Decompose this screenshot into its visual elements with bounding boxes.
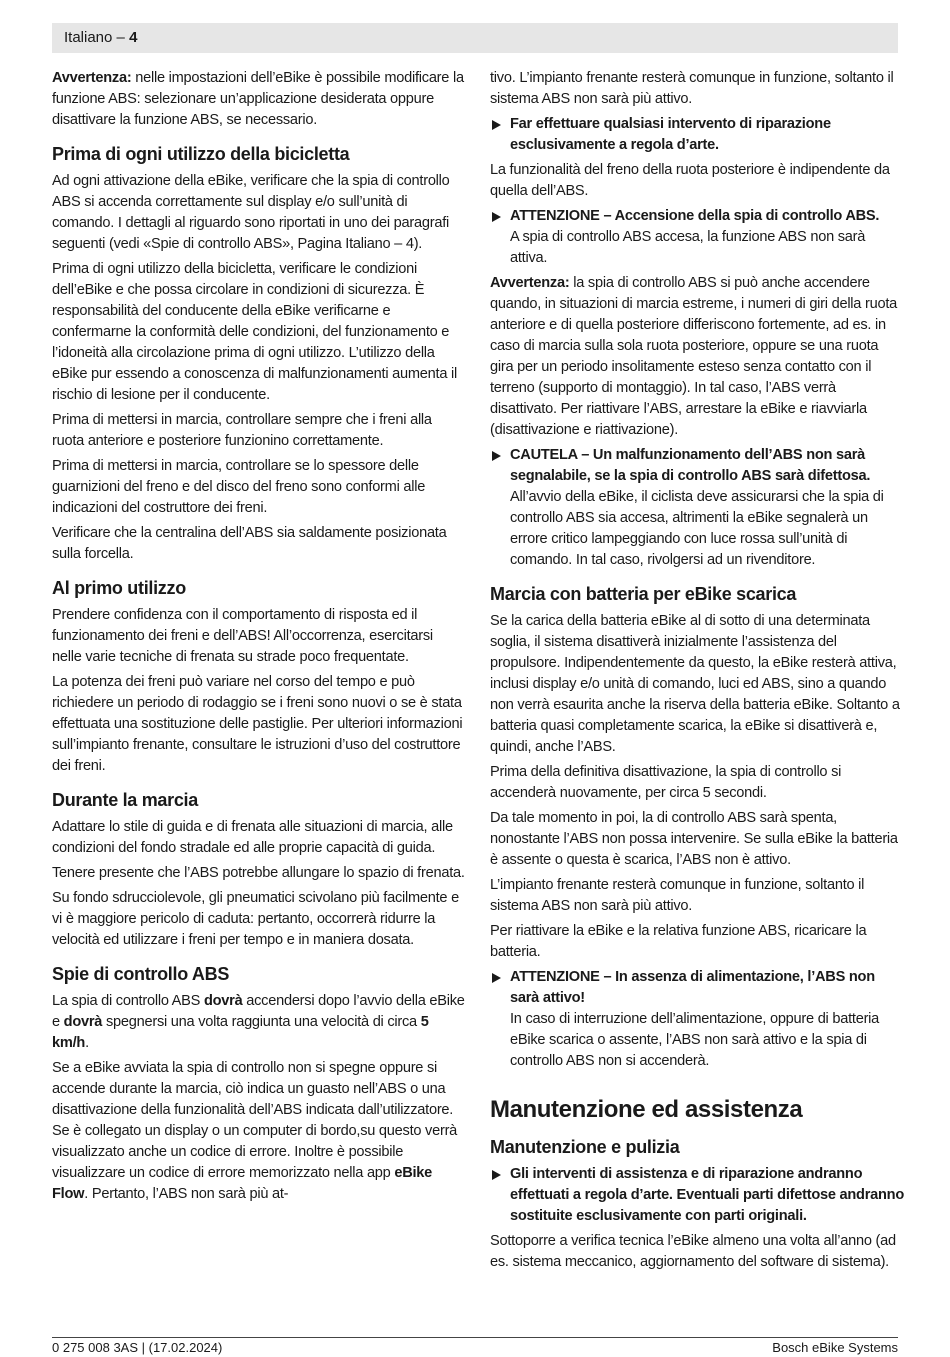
paragraph <box>52 991 466 1054</box>
heading-before-each-use: Prima di ogni utilizzo della bicicletta <box>52 144 350 164</box>
text-bold: eBike Flow <box>52 1165 433 1202</box>
heading-first-use: Al primo utilizzo <box>52 578 186 598</box>
paragraph: Prendere confidenza con il comportamento di risposta ed il funzionamento dei freni e dell’ABS! All’occorrenza, esercitarsi nelle varie tecniche di frenata su strade poco frequentate. <box>52 607 433 665</box>
warning-text-bold: CAUTELA – Un malfunzionamento dell’ABS non sarà segnalabile, se la spia di controllo ABS sarà difettosa. <box>510 447 871 484</box>
paragraph: La potenza dei freni può variare nel corso del tempo e può richiedere un periodo di rodaggio se i freni sono nuovi o se è stata effettuata una sostituzione delle pastiglie. Per ulteriori informazioni sull’impianto frenante, consultare le istruzioni d’uso del costruttore dei freni. <box>52 674 463 774</box>
warning-abs-indicator-on <box>490 206 904 269</box>
paragraph: tivo. L’impianto frenante resterà comunque in funzione, soltanto il sistema ABS non sarà più attivo. <box>490 70 894 107</box>
paragraph: Verificare che la centralina dell’ABS sia saldamente posizionata sulla forcella. <box>52 525 447 562</box>
text-bold: dovrà <box>63 1014 103 1030</box>
text-bold: 5 km/h <box>52 1014 429 1051</box>
footer-brand: Bosch eBike Systems <box>772 1340 898 1355</box>
paragraph: Sottoporre a verifica tecnica l’eBike almeno una volta all’anno (ad es. sistema meccanico, aggiornamento del software di sistema). <box>490 1233 896 1270</box>
note-label: Avvertenza: <box>52 70 132 86</box>
warning-text-bold: Far effettuare qualsiasi intervento di riparazione esclusivamente a regola d’arte. <box>510 116 831 153</box>
triangle-bullet-icon <box>492 973 501 983</box>
right-column <box>490 68 904 1277</box>
text-bold: dovrà <box>203 993 243 1009</box>
note-abs-settings <box>52 68 466 131</box>
triangle-bullet-icon <box>492 451 501 461</box>
paragraph: L’impianto frenante resterà comunque in funzione, soltanto il sistema ABS non sarà più attivo. <box>490 877 865 914</box>
paragraph: Per riattivare la eBike e la relativa funzione ABS, ricaricare la batteria. <box>490 923 867 960</box>
note-text: nelle impostazioni dell’eBike è possibile modificare la funzione ABS: selezionare un’applicazione desiderata oppure disattivare la funzione ABS, se necessario. <box>52 70 464 128</box>
warning-text: In caso di interruzione dell’alimentazione, oppure di batteria eBike scarica o assente, l’ABS non sarà attivo e la spia di controllo ABS non si accenderà. <box>510 1011 880 1069</box>
triangle-bullet-icon <box>492 212 501 222</box>
paragraph: Su fondo sdrucciolevole, gli pneumatici scivolano più facilmente e vi è maggiore pericolo di caduta: pertanto, occorrerà ridurre la velocità ed utilizzare i freni per tempo e in maniera dosata. <box>52 890 459 948</box>
footer-doc-number: 0 275 008 3AS | (17.02.2024) <box>52 1340 223 1355</box>
heading-abs-indicators: Spie di controllo ABS <box>52 964 230 984</box>
header-language: Italiano <box>64 29 113 46</box>
text-run: Se a eBike avviata la spia di controllo non si spegne oppure si accende durante la marcia, ciò indica un guasto nell’ABS o una disattivazione della funzionalità dell’ABS indicata dall’utilizzatore. Se è collegato un display o un computer di bordo,su questo verrà visualizzato anche un codice di errore. Inoltre è possibile visualizzare un codice di errore memorizzato nella app <box>52 1060 458 1181</box>
header-page-number: 4 <box>129 29 138 46</box>
left-column <box>52 68 466 1209</box>
warning-text-bold: Gli interventi di assistenza e di riparazione andranno effettuati a regola d’arte. Eventuali parti difettose andranno sostituite esclusivamente con parti originali. <box>510 1166 905 1224</box>
paragraph: Tenere presente che l’ABS potrebbe allungare lo spazio di frenata. <box>52 865 465 881</box>
text-run: accendersi dopo l’avvio della eBike e <box>52 993 465 1030</box>
header-title <box>64 30 137 46</box>
heading-while-riding: Durante la marcia <box>52 790 198 810</box>
warning-text: A spia di controllo ABS accesa, la funzione ABS non sarà attiva. <box>510 229 866 266</box>
paragraph: Prima di ogni utilizzo della bicicletta, verificare le condizioni dell’eBike e che possa circolare in condizioni di sicurezza. È responsabilità del conducente della eBike verificarne e confermarne la conformità delle condizioni, del funzionamento e l’idoneità alla circolazione prima di ogni utilizzo. L’utilizzo della eBike pur essendo a conoscenza di malfunzionamenti aumenta il rischio di lesione per il conducente. <box>52 261 457 403</box>
text-run: . <box>85 1035 89 1051</box>
heading-low-battery: Marcia con batteria per eBike scarica <box>490 584 797 604</box>
note-label: Avvertenza: <box>490 275 570 291</box>
paragraph: Adattare lo stile di guida e di frenata alle situazioni di marcia, alle condizioni del fondo stradale ed alle proprie capacità di guida. <box>52 819 453 856</box>
triangle-bullet-icon <box>492 1170 501 1180</box>
warning-repair <box>490 114 904 156</box>
footer-divider <box>52 1337 898 1338</box>
paragraph: Prima di mettersi in marcia, controllare se lo spessore delle guarnizioni del freno e del disco del freno sono conformi alle indicazioni del costruttore dei freni. <box>52 458 426 516</box>
warning-text: All’avvio della eBike, il ciclista deve assicurarsi che la spia di controllo ABS sia accesa, altrimenti la eBike segnalerà un errore critico lampeggiando con luce rossa sull’unità di comando. In tal caso, rivolgersi ad un rivenditore. <box>510 489 884 568</box>
paragraph: Ad ogni attivazione della eBike, verificare che la spia di controllo ABS si accenda correttamente sul display e/o sull’unità di comando. I dettagli al riguardo sono riportati in uno dei paragrafi seguenti (vedi «Spie di controllo ABS», Pagina Italiano – 4). <box>52 173 450 252</box>
paragraph <box>52 1058 466 1205</box>
page-header <box>52 23 898 53</box>
warning-service-repair <box>490 1164 904 1227</box>
paragraph: La funzionalità del freno della ruota posteriore è indipendente da quella dell’ABS. <box>490 162 890 199</box>
header-separator: – <box>112 29 130 46</box>
paragraph: Da tale momento in poi, la di controllo ABS sarà spenta, nonostante l’ABS non possa intervenire. Se sulla eBike la batteria è assente o questa è scarica, l’ABS non è attivo. <box>490 810 898 868</box>
text-run: La spia di controllo ABS <box>52 993 204 1009</box>
paragraph: Prima della definitiva disattivazione, la spia di controllo si accenderà nuovamente, per circa 5 secondi. <box>490 764 842 801</box>
paragraph: Prima di mettersi in marcia, controllare sempre che i freni alla ruota anteriore e posteriore funzionino correttamente. <box>52 412 432 449</box>
heading-maintenance-cleaning: Manutenzione e pulizia <box>490 1137 680 1157</box>
triangle-bullet-icon <box>492 120 501 130</box>
text-run: . Pertanto, l’ABS non sarà più at- <box>84 1186 289 1202</box>
warning-caution-malfunction <box>490 445 904 571</box>
text-run: spegnersi una volta raggiunta una velocità di circa <box>102 1014 421 1030</box>
warning-text-bold: ATTENZIONE – Accensione della spia di controllo ABS. <box>510 208 880 224</box>
note-extreme-situations <box>490 273 904 441</box>
note-text: la spia di controllo ABS si può anche accendere quando, in situazioni di marcia estreme, i numeri di giri della ruota anteriore e di quella posteriore differiscono fortemente, ad es. in caso di marcia sulla sola ruota posteriore, oppure se una ruota gira per un periodo insolitamente esteso senza contatto con il terreno (supporto di montaggio). In tal caso, l’ABS verrà disattivato. Per riattivare l’ABS, arrestare la eBike e riavviarla (disattivazione e riattivazione). <box>490 275 897 438</box>
warning-text-bold: ATTENZIONE – In assenza di alimentazione, l’ABS non sarà attivo! <box>510 969 875 1006</box>
heading-maintenance-service: Manutenzione ed assistenza <box>490 1096 803 1123</box>
paragraph: Se la carica della batteria eBike al di sotto di una determinata soglia, il sistema disattiverà inizialmente l’assistenza del propulsore. Indipendentemente da questo, la eBike resterà attiva, inclusi display e/o unità di comando, luci ed ABS, sino a quando non verrà esaurita anche la riserva della batteria eBike. Soltanto a batteria quasi completamente scarica, la eBike si disattiverà e, quindi, anche l’ABS. <box>490 613 900 755</box>
warning-no-power <box>490 967 904 1072</box>
